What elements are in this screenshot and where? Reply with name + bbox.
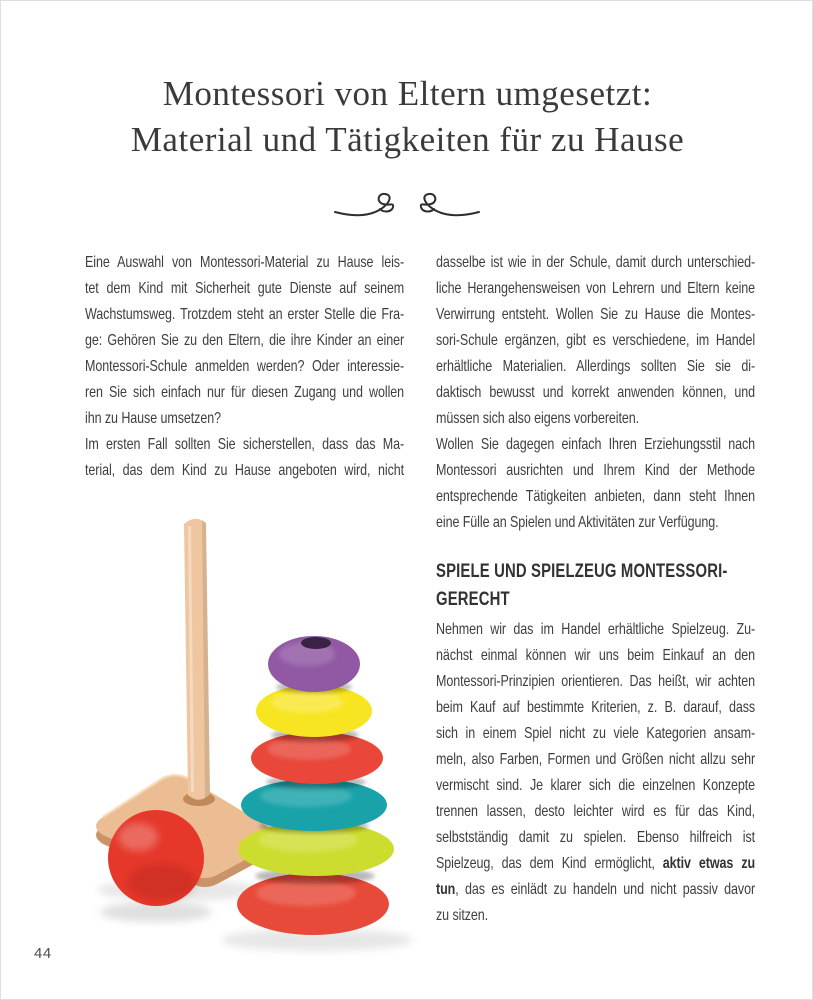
section-heading [436,558,755,614]
body-text-line: sori-Schule ergänzen, gibt es verschiedene, im Handel [436,332,756,349]
body-text-line: trennen lassen, desto leichter wird es für das Kind, [436,803,756,820]
section-heading-line: GERECHT [436,589,510,610]
section-heading-line: SPIELE UND SPIELZEUG MONTESSORI- [436,561,728,582]
text-column-left [85,250,404,484]
flourish-divider-icon [332,191,482,221]
body-text-line: Montessori-Prinzipien orientieren. Das heißt, wir achten [436,673,756,690]
body-text-line: meln, also Farben, Formen und Größen nicht allzu sehr [436,751,756,768]
body-text-line: eine Fülle an Spielen und Aktivitäten zur Verfügung. [436,514,719,531]
body-text-line: Im ersten Fall sollten Sie sicherstellen, dass das Ma- [85,436,405,453]
body-text-line: selbstständig damit zu spielen. Ebenso hilfreich ist [436,829,756,846]
body-text-line: sich in einem Spiel nicht zu viele Kategorien ansam- [436,725,756,742]
body-text-line: Wollen Sie dagegen einfach Ihren Erziehungsstil nach [436,436,756,453]
page-title-line-2: Material und Tätigkeiten für zu Hause [130,120,685,159]
body-text-line: erhältliche Materialien. Allerdings sollten Sie sie di- [436,358,756,375]
body-text-line: ihn zu Hause umsetzen? [85,410,221,427]
body-text-line: ge: Gehören Sie zu den Eltern, die ihre Kinder an einer [85,332,405,349]
body-text-line: Nehmen wir das im Handel erhältliche Spielzeug. Zu- [436,621,756,638]
body-text-line: Eine Auswahl von Montessori-Material zu Hause leis- [85,254,405,271]
paragraph [436,432,755,536]
body-text-line: vermischt sind. Je klarer sich die einzelnen Konzepte [436,777,756,794]
body-text-line: Montessori ausrichten und Ihrem Kind der Methode [436,462,756,479]
body-text-line: liche Herangehensweisen von Lehrern und Eltern keine [436,280,756,297]
body-text-line: beim Kauf auf bestimmte Kriterien, z. B. darauf, dass [436,699,756,716]
page-title-line-1: Montessori von Eltern umgesetzt: [162,74,653,113]
body-text-line: nächst einmal können wir uns beim Einkauf an den [436,647,756,664]
text-column-right [436,250,755,929]
body-text-line: Montessori-Schule anmelden werden? Oder interessie- [85,358,405,375]
body-text-line: tet dem Kind mit Sicherheit gute Dienste auf seinem [85,280,405,297]
page-number: 44 [34,945,52,962]
ball-highlight [118,823,158,851]
paragraph [85,250,404,432]
paragraph [436,250,755,432]
body-text-line: Spielzeug, das dem Kind ermöglicht, aktiv etwas zu [436,855,756,872]
body-text-line: tun, das es einlädt zu handeln und nicht passiv davor [436,881,756,898]
body-text-line: dasselbe ist wie in der Schule, damit durch unterschied- [436,254,756,271]
body-text-line: Verwirrung entsteht. Wollen Sie zu Hause die Montes- [436,306,756,323]
body-text-line: Wachstumsweg. Trotzdem steht an erster Stelle die Fra- [85,306,405,323]
paragraph [85,432,404,484]
stacking-toy-photo [59,504,421,989]
body-text-line: zu sitzen. [436,907,489,924]
body-text-line: ren Sie sich einfach nur für diesen Zugang und wollen [85,384,405,401]
page-title [1,71,813,163]
ring-yellow-sheen [271,691,343,713]
body-text-line: entsprechende Tätigkeiten anbieten, dann steht Ihnen [436,488,756,505]
body-text-line: daktisch bewusst und korrekt anwenden können, und [436,384,756,401]
body-text-line: terial, das dem Kind zu Hause angeboten wird, nicht [85,462,405,479]
paragraph [436,617,755,929]
body-text-line: müssen sich also eigens vorbereiten. [436,410,640,427]
purple-top-hole [301,637,331,649]
ball-lower-shade [128,864,196,900]
